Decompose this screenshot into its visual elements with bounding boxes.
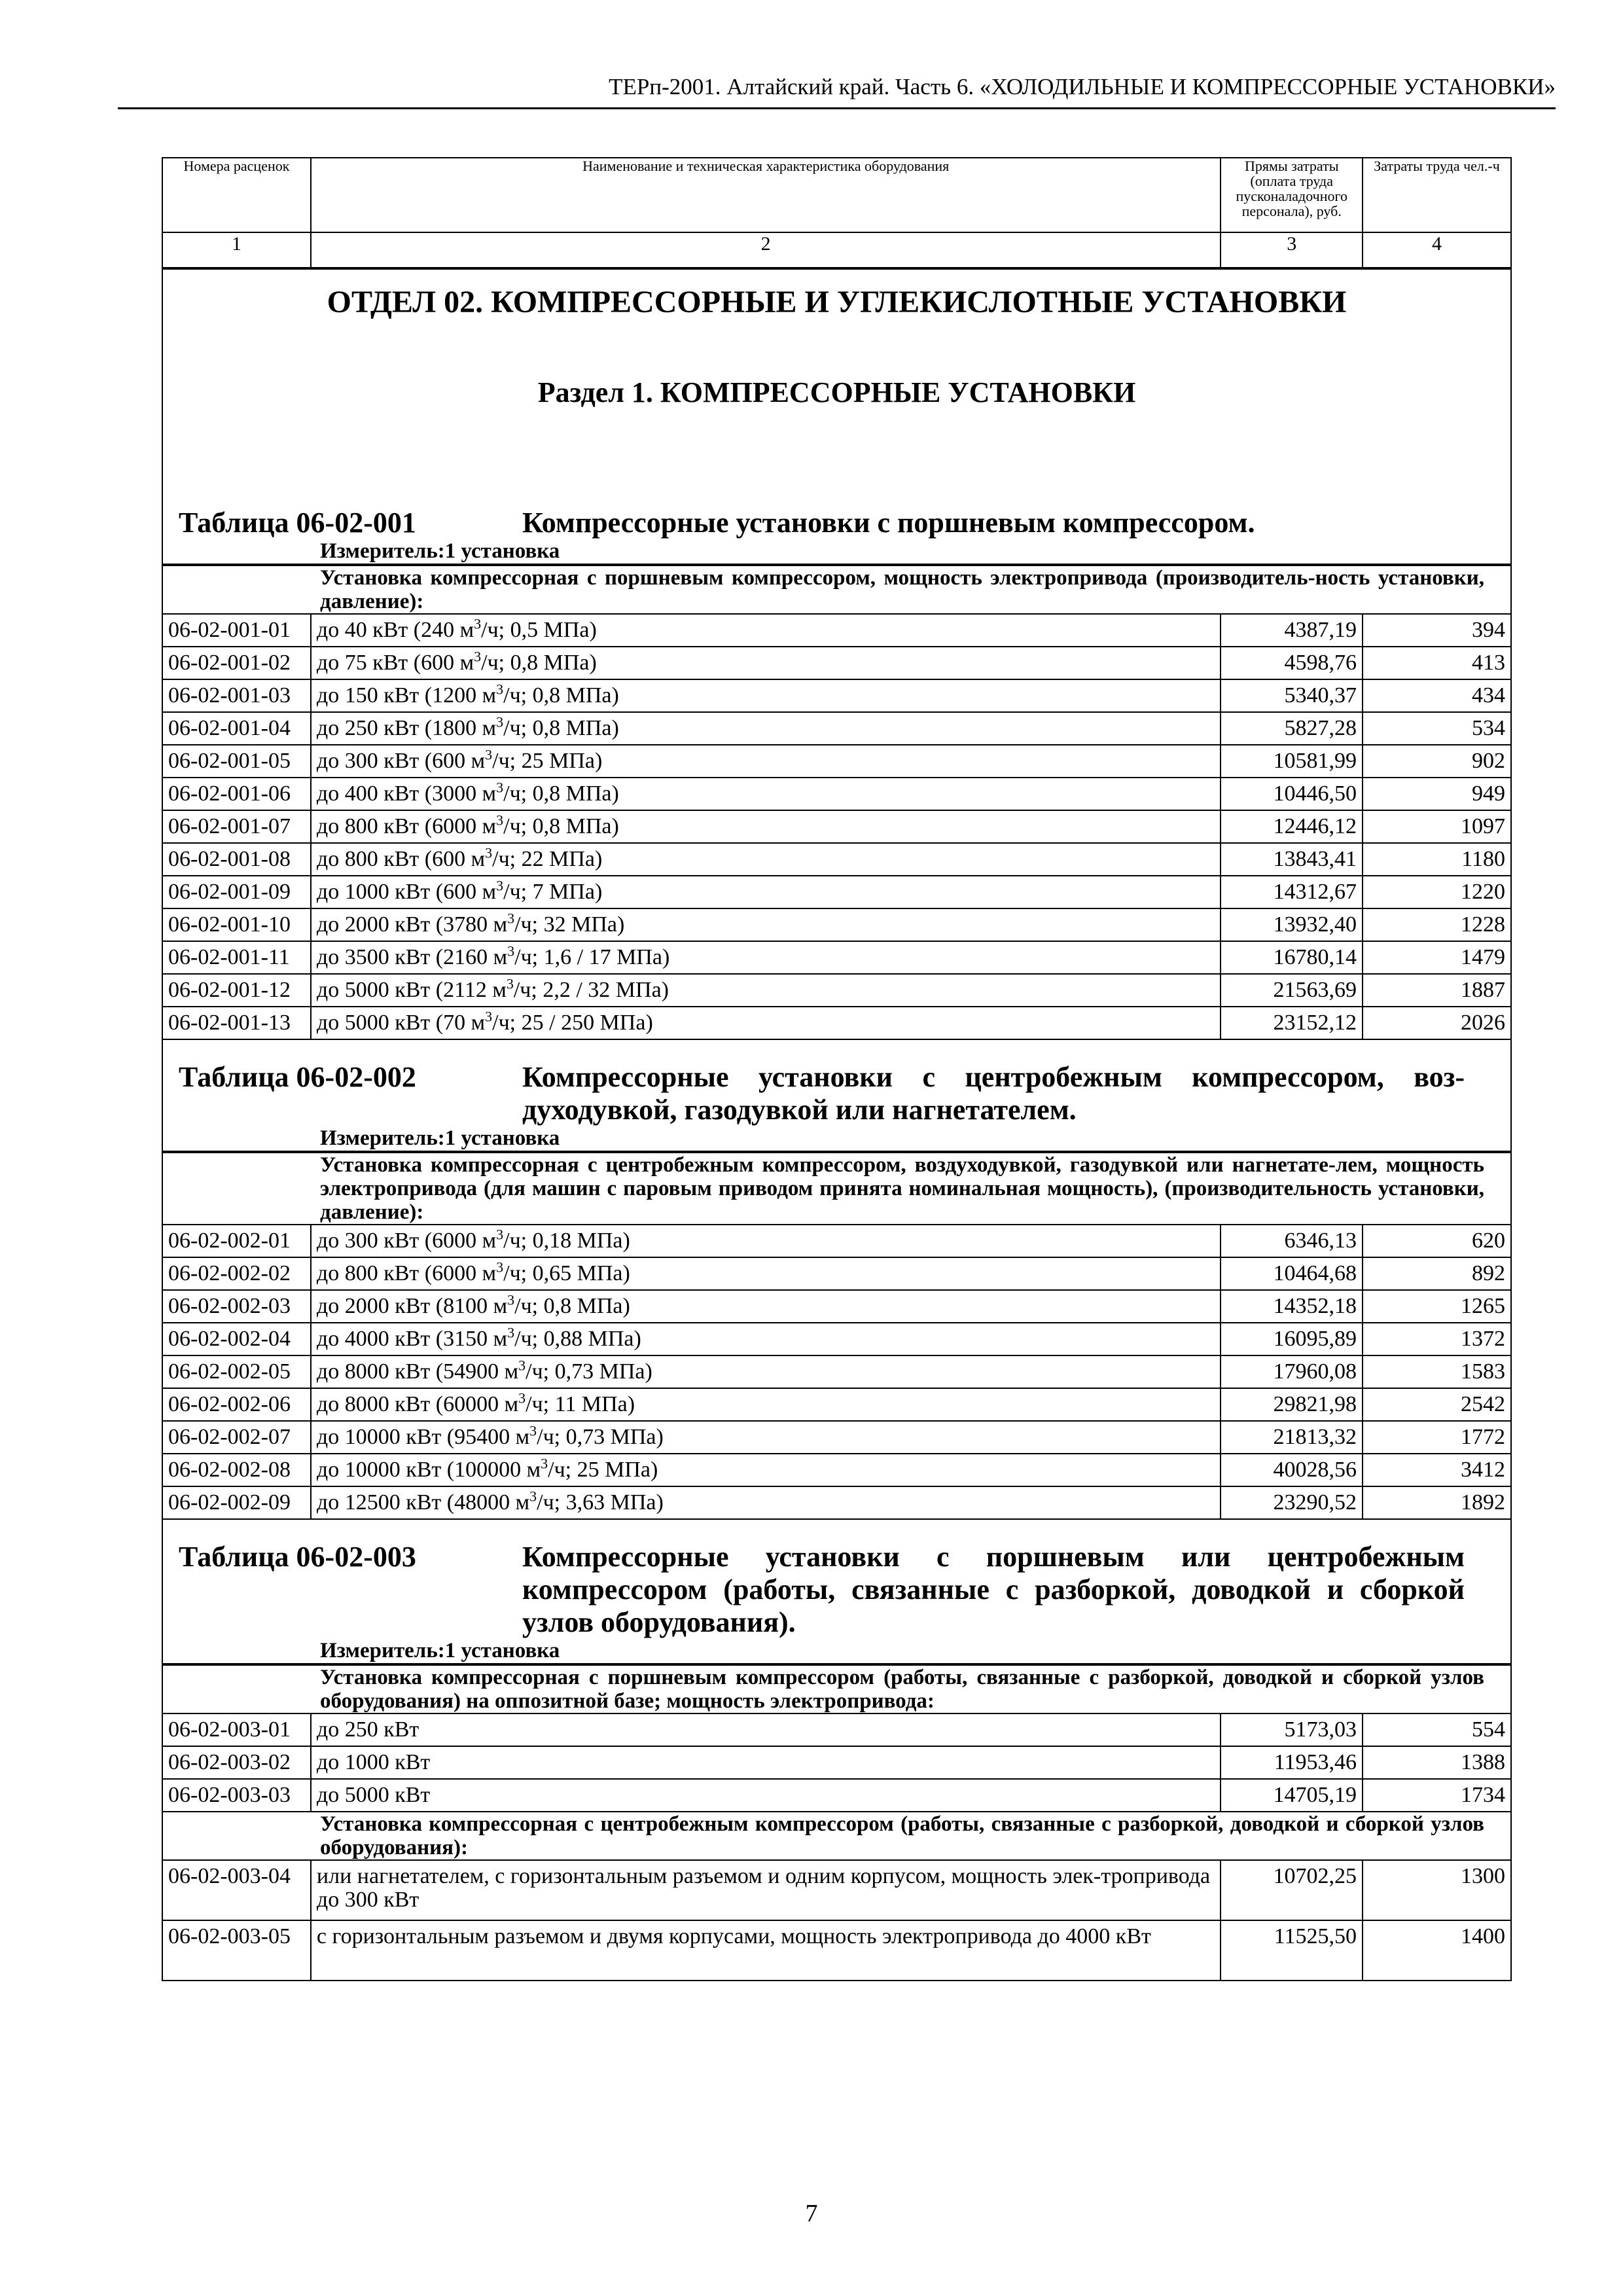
table-row (162, 745, 1511, 778)
rate-code: 06-02-001-12 (162, 974, 311, 1007)
measure-unit: Измеритель:1 установка (162, 1639, 1511, 1664)
direct-cost: 4598,76 (1221, 647, 1363, 679)
rate-code: 06-02-002-04 (162, 1323, 311, 1355)
direct-cost: 11953,46 (1221, 1746, 1363, 1779)
equipment-name: до 5000 кВт (70 $м^3/ч$; 25 / 250 МПа) (311, 1007, 1221, 1039)
direct-cost: 10581,99 (1221, 745, 1363, 778)
table-row (162, 679, 1511, 712)
direct-cost: 12446,12 (1221, 810, 1363, 843)
direct-cost: 13932,40 (1221, 908, 1363, 941)
rate-code: 06-02-001-09 (162, 876, 311, 908)
table-row (162, 843, 1511, 876)
labor-hours: 1400 (1363, 1920, 1511, 1981)
group-description: Установка компрессорная с центробежным компрессором (работы, связанные с разборкой, доводкой и сборкой узлов оборудования): (162, 1812, 1511, 1860)
direct-cost: 21813,32 (1221, 1421, 1363, 1454)
direct-cost: 16780,14 (1221, 941, 1363, 974)
table-number: Таблица 06-02-001 (179, 507, 416, 539)
table-number: Таблица 06-02-003 (179, 1541, 416, 1573)
table-row (162, 810, 1511, 843)
direct-cost: 5173,03 (1221, 1713, 1363, 1746)
labor-hours: 554 (1363, 1713, 1511, 1746)
table-row (162, 974, 1511, 1007)
table-name: Компрессорные установки с поршневым или центробежным компрессором (работы, связанные с разборкой, доводкой и сборкой узлов оборудования). (522, 1541, 1465, 1638)
labor-hours: 1772 (1363, 1421, 1511, 1454)
rate-code: 06-02-002-09 (162, 1486, 311, 1519)
rate-code: 06-02-003-05 (162, 1920, 311, 1981)
labor-hours: 1734 (1363, 1779, 1511, 1812)
column-header-row (162, 158, 1511, 232)
table-title (162, 448, 1511, 539)
equipment-name: до 75 кВт (600 $м^3/ч$; 0,8 МПа) (311, 647, 1221, 679)
group-description: Установка компрессорная с поршневым компрессором, мощность электропривода (производитель-ность установки, давление): (162, 565, 1511, 614)
direct-cost: 5340,37 (1221, 679, 1363, 712)
direct-cost: 14352,18 (1221, 1290, 1363, 1323)
direct-cost: 23290,52 (1221, 1486, 1363, 1519)
equipment-name: до 300 кВт (6000 $м^3/ч$; 0,18 МПа) (311, 1225, 1221, 1257)
table-row (162, 941, 1511, 974)
table-name: Компрессорные установки с поршневым компрессором. (522, 507, 1255, 539)
table-row (162, 712, 1511, 745)
table-row (162, 1007, 1511, 1039)
table-row (162, 1486, 1511, 1519)
direct-cost: 40028,56 (1221, 1454, 1363, 1486)
equipment-name: до 800 кВт (6000 $м^3/ч$; 0,8 МПа) (311, 810, 1221, 843)
table-row (162, 908, 1511, 941)
labor-hours: 1220 (1363, 876, 1511, 908)
table-row (162, 1454, 1511, 1486)
col-number: 3 (1221, 232, 1363, 268)
page-number: 7 (805, 2200, 818, 2227)
table-row (162, 876, 1511, 908)
equipment-name: до 1000 кВт (600 $м^3/ч$; 7 МПа) (311, 876, 1221, 908)
rate-code: 06-02-001-07 (162, 810, 311, 843)
labor-hours: 1265 (1363, 1290, 1511, 1323)
labor-hours: 1388 (1363, 1746, 1511, 1779)
equipment-name: до 3500 кВт (2160 $м^3/ч$; 1,6 / 17 МПа) (311, 941, 1221, 974)
equipment-name: до 800 кВт (600 $м^3/ч$; 22 МПа) (311, 843, 1221, 876)
section-heading: Раздел 1. КОМПРЕССОРНЫЕ УСТАНОВКИ (162, 343, 1511, 448)
direct-cost: 10464,68 (1221, 1257, 1363, 1290)
group-description: Установка компрессорная с поршневым компрессором (работы, связанные с разборкой, доводкой и сборкой узлов оборудования) на оппозитной базе; мощность электропривода: (162, 1664, 1511, 1713)
rate-code: 06-02-002-01 (162, 1225, 311, 1257)
rate-code: 06-02-003-01 (162, 1713, 311, 1746)
table-title (162, 1526, 1511, 1639)
group-description: Установка компрессорная с центробежным компрессором, воздуходувкой, газодувкой или нагнетате-лем, мощность электропривода (для машин с паровым приводом принята номинальная мощность), (производительность установки, давление): (162, 1152, 1511, 1225)
equipment-name: до 8000 кВт (54900 $м^3/ч$; 0,73 МПа) (311, 1355, 1221, 1388)
labor-hours: 2026 (1363, 1007, 1511, 1039)
labor-hours: 1097 (1363, 810, 1511, 843)
table-row (162, 1860, 1511, 1920)
labor-hours: 1300 (1363, 1860, 1511, 1920)
table-row (162, 1713, 1511, 1746)
rate-code: 06-02-001-10 (162, 908, 311, 941)
equipment-name: до 40 кВт (240 $м^3/ч$; 0,5 МПа) (311, 614, 1221, 647)
rate-code: 06-02-001-03 (162, 679, 311, 712)
col-header-3: Прямы затраты (оплата труда пусконаладочного персонала), руб. (1221, 158, 1363, 232)
labor-hours: 949 (1363, 778, 1511, 810)
direct-cost: 21563,69 (1221, 974, 1363, 1007)
table-row (162, 1746, 1511, 1779)
col-number: 2 (311, 232, 1221, 268)
table-row (162, 1421, 1511, 1454)
rate-code: 06-02-002-05 (162, 1355, 311, 1388)
equipment-name: до 250 кВт (311, 1713, 1221, 1746)
labor-hours: 413 (1363, 647, 1511, 679)
measure-unit: Измеритель:1 установка (162, 1126, 1511, 1152)
table-row (162, 778, 1511, 810)
rate-code: 06-02-001-08 (162, 843, 311, 876)
rate-code: 06-02-001-06 (162, 778, 311, 810)
department-heading: ОТДЕЛ 02. КОМПРЕССОРНЫЕ И УГЛЕКИСЛОТНЫЕ УСТАНОВКИ (162, 268, 1511, 343)
equipment-name: до 2000 кВт (8100 $м^3/ч$; 0,8 МПа) (311, 1290, 1221, 1323)
table-row (162, 1225, 1511, 1257)
rate-code: 06-02-001-01 (162, 614, 311, 647)
direct-cost: 10446,50 (1221, 778, 1363, 810)
equipment-name: до 10000 кВт (100000 $м^3/ч$; 25 МПа) (311, 1454, 1221, 1486)
col-header-4: Затраты труда чел.-ч (1363, 158, 1511, 232)
direct-cost: 4387,19 (1221, 614, 1363, 647)
measure-unit: Измеритель:1 установка (162, 539, 1511, 565)
labor-hours: 3412 (1363, 1454, 1511, 1486)
table-row (162, 614, 1511, 647)
table-row (162, 1323, 1511, 1355)
equipment-name: до 4000 кВт (3150 $м^3/ч$; 0,88 МПа) (311, 1323, 1221, 1355)
running-header: ТЕРп-2001. Алтайский край. Часть 6. «ХОЛОДИЛЬНЫЕ И КОМПРЕССОРНЫЕ УСТАНОВКИ» (118, 71, 1556, 109)
labor-hours: 1180 (1363, 843, 1511, 876)
labor-hours: 1887 (1363, 974, 1511, 1007)
equipment-name: до 12500 кВт (48000 $м^3/ч$; 3,63 МПа) (311, 1486, 1221, 1519)
direct-cost: 5827,28 (1221, 712, 1363, 745)
rate-code: 06-02-003-02 (162, 1746, 311, 1779)
table-row (162, 1290, 1511, 1323)
labor-hours: 534 (1363, 712, 1511, 745)
table-row (162, 1257, 1511, 1290)
price-table (162, 157, 1512, 1981)
column-number-row (162, 232, 1511, 268)
rate-code: 06-02-002-03 (162, 1290, 311, 1323)
col-header-1: Номера расценок (162, 158, 311, 232)
equipment-name: до 2000 кВт (3780 $м^3/ч$; 32 МПа) (311, 908, 1221, 941)
table-row (162, 647, 1511, 679)
col-number: 4 (1363, 232, 1511, 268)
rate-code: 06-02-002-08 (162, 1454, 311, 1486)
labor-hours: 1479 (1363, 941, 1511, 974)
table-row (162, 1779, 1511, 1812)
equipment-name: до 300 кВт (600 $м^3/ч$; 25 МПа) (311, 745, 1221, 778)
rate-code: 06-02-002-02 (162, 1257, 311, 1290)
equipment-name: или нагнетателем, с горизонтальным разъемом и одним корпусом, мощность элек-тропривода до 300 кВт (311, 1860, 1221, 1920)
direct-cost: 23152,12 (1221, 1007, 1363, 1039)
labor-hours: 394 (1363, 614, 1511, 647)
direct-cost: 17960,08 (1221, 1355, 1363, 1388)
col-number: 1 (162, 232, 311, 268)
equipment-name: до 5000 кВт (2112 $м^3/ч$; 2,2 / 32 МПа) (311, 974, 1221, 1007)
labor-hours: 1372 (1363, 1323, 1511, 1355)
direct-cost: 29821,98 (1221, 1388, 1363, 1421)
rate-code: 06-02-002-06 (162, 1388, 311, 1421)
labor-hours: 902 (1363, 745, 1511, 778)
direct-cost: 13843,41 (1221, 843, 1363, 876)
rate-code: 06-02-001-02 (162, 647, 311, 679)
direct-cost: 10702,25 (1221, 1860, 1363, 1920)
equipment-name: с горизонтальным разъемом и двумя корпусами, мощность электропривода до 4000 кВт (311, 1920, 1221, 1981)
rate-code: 06-02-003-04 (162, 1860, 311, 1920)
labor-hours: 892 (1363, 1257, 1511, 1290)
table-row (162, 1388, 1511, 1421)
equipment-name: до 250 кВт (1800 $м^3/ч$; 0,8 МПа) (311, 712, 1221, 745)
equipment-name: до 8000 кВт (60000 $м^3/ч$; 11 МПа) (311, 1388, 1221, 1421)
labor-hours: 620 (1363, 1225, 1511, 1257)
rate-code: 06-02-001-11 (162, 941, 311, 974)
direct-cost: 6346,13 (1221, 1225, 1363, 1257)
table-title (162, 1047, 1511, 1126)
table-name: Компрессорные установки с центробежным компрессором, воз-духодувкой, газодувкой или нагнетателем. (522, 1061, 1465, 1126)
rate-code: 06-02-001-04 (162, 712, 311, 745)
labor-hours: 1583 (1363, 1355, 1511, 1388)
direct-cost: 14312,67 (1221, 876, 1363, 908)
table-row (162, 1920, 1511, 1981)
direct-cost: 16095,89 (1221, 1323, 1363, 1355)
spacer (162, 1039, 1511, 1047)
equipment-name: до 800 кВт (6000 $м^3/ч$; 0,65 МПа) (311, 1257, 1221, 1290)
equipment-name: до 150 кВт (1200 $м^3/ч$; 0,8 МПа) (311, 679, 1221, 712)
rate-code: 06-02-003-03 (162, 1779, 311, 1812)
equipment-name: до 1000 кВт (311, 1746, 1221, 1779)
rate-code: 06-02-002-07 (162, 1421, 311, 1454)
direct-cost: 14705,19 (1221, 1779, 1363, 1812)
labor-hours: 1892 (1363, 1486, 1511, 1519)
table-row (162, 1355, 1511, 1388)
col-header-2: Наименование и техническая характеристика оборудования (311, 158, 1221, 232)
equipment-name: до 5000 кВт (311, 1779, 1221, 1812)
labor-hours: 434 (1363, 679, 1511, 712)
labor-hours: 1228 (1363, 908, 1511, 941)
rate-code: 06-02-001-13 (162, 1007, 311, 1039)
spacer (162, 1519, 1511, 1526)
labor-hours: 2542 (1363, 1388, 1511, 1421)
rate-code: 06-02-001-05 (162, 745, 311, 778)
table-number: Таблица 06-02-002 (179, 1061, 416, 1093)
direct-cost: 11525,50 (1221, 1920, 1363, 1981)
equipment-name: до 10000 кВт (95400 $м^3/ч$; 0,73 МПа) (311, 1421, 1221, 1454)
equipment-name: до 400 кВт (3000 $м^3/ч$; 0,8 МПа) (311, 778, 1221, 810)
